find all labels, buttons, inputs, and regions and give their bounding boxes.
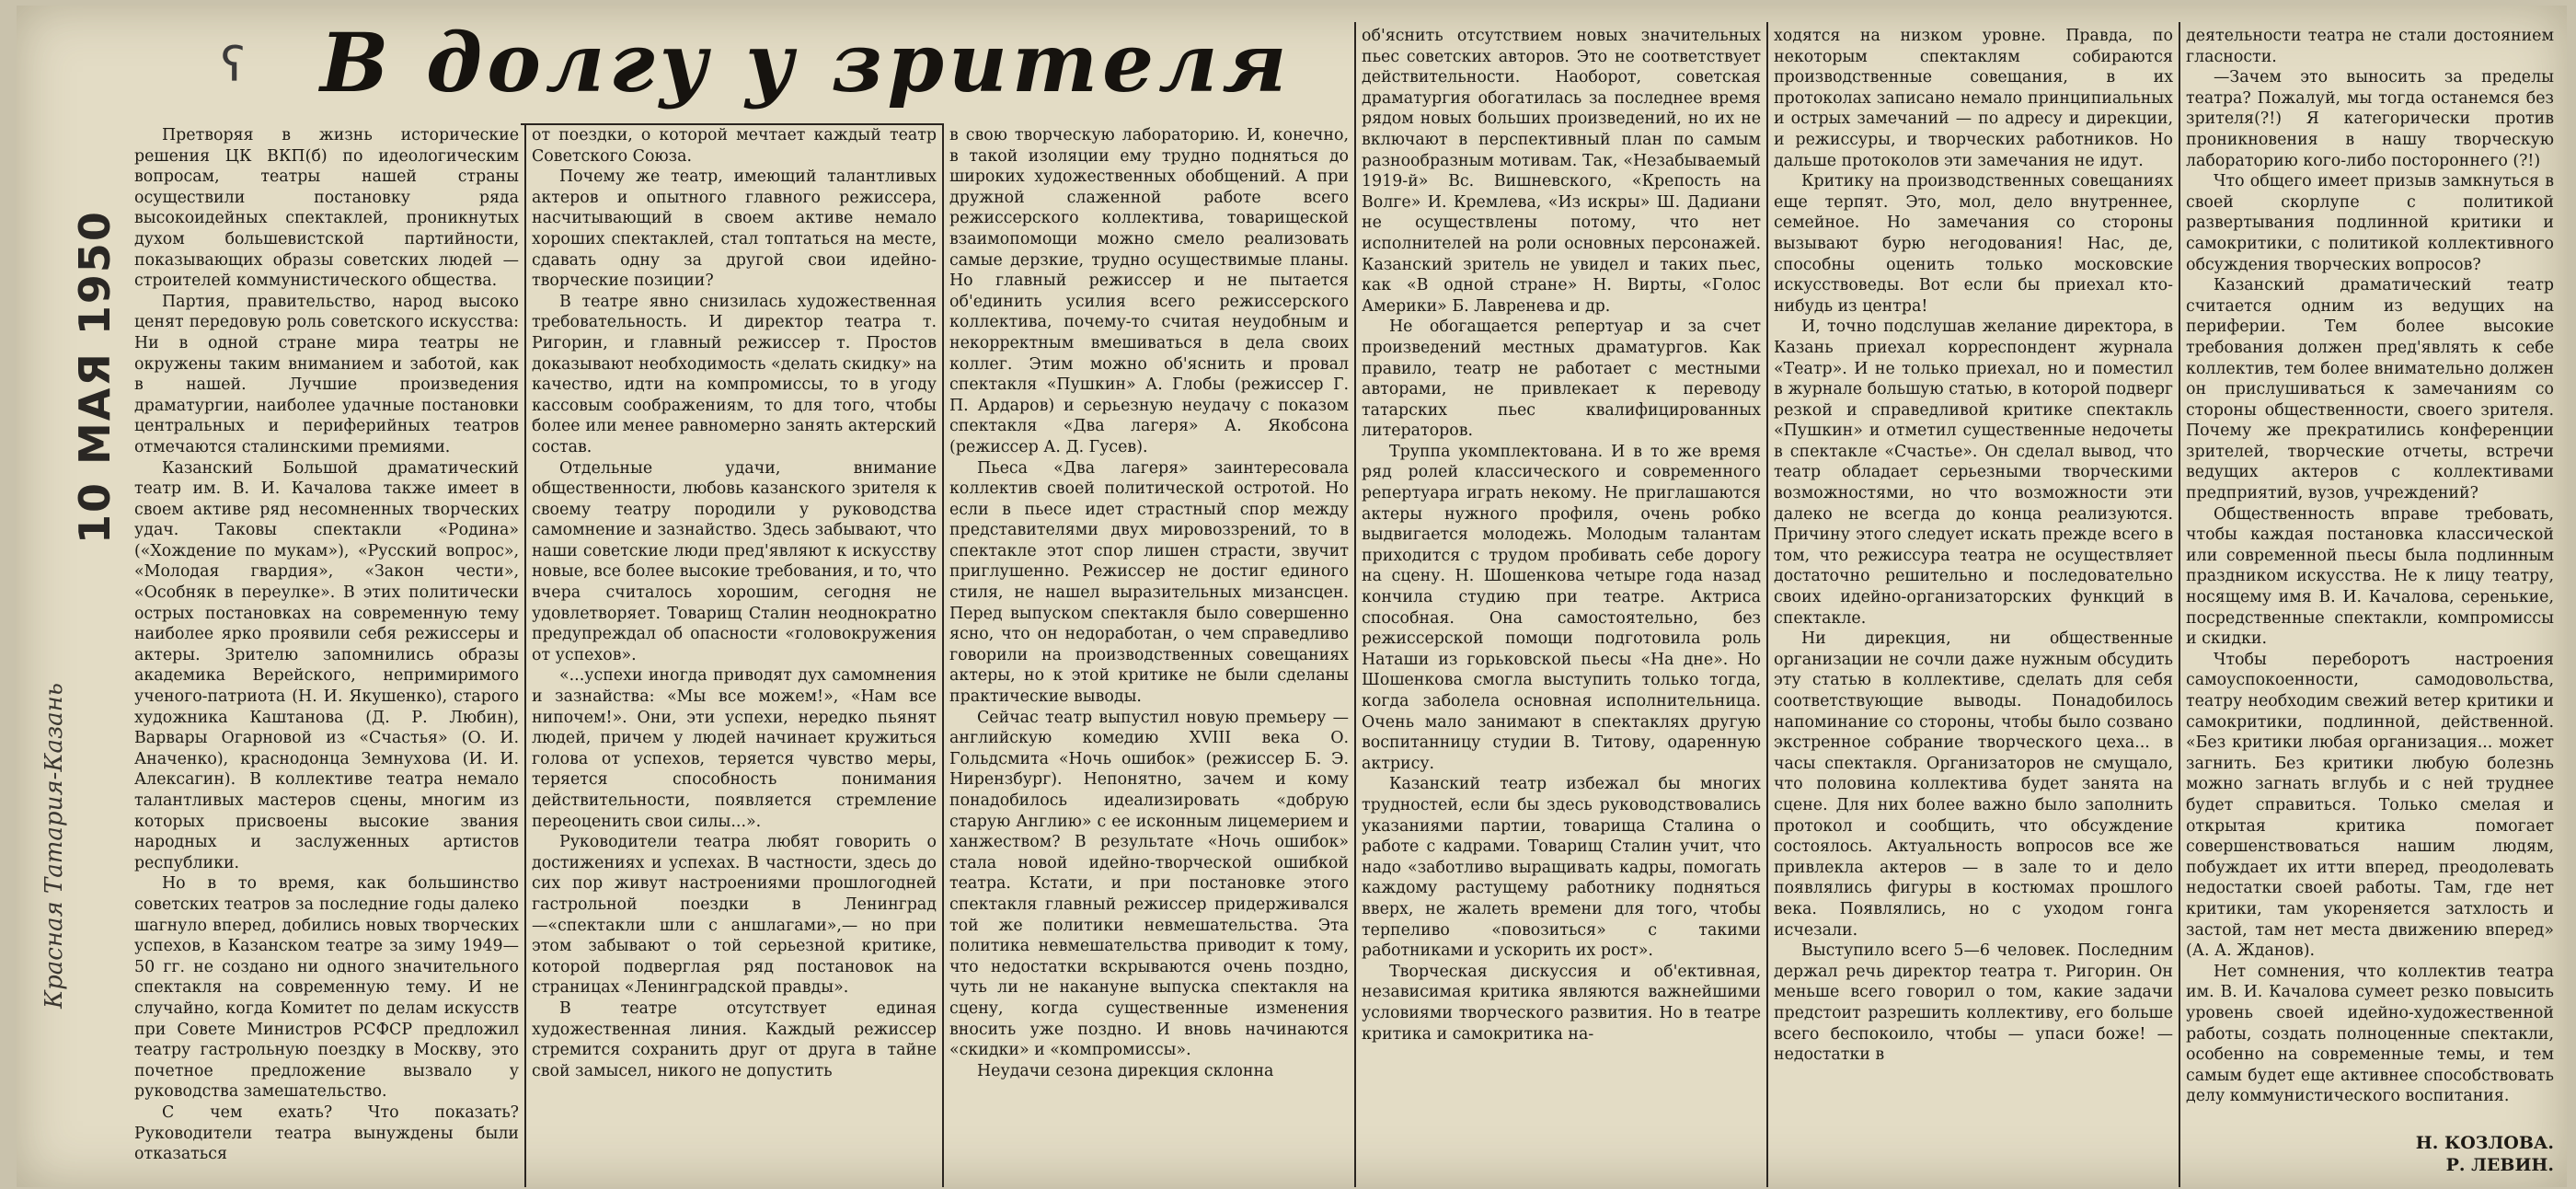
paragraph: Выступило всего 5—6 человек. Последним держал речь директор театра т. Ригорин. Он меньше всего говорил о том, какие задачи предстоит разрешить коллективу, его больше всего беспокоило, чтобы — упаси боже! — недостатки в (1774, 941, 2173, 1065)
paragraph: Общественность вправе требовать, чтобы каждая постановка классической или современной пьесы была подлинным праздником искусства. Не к лицу театру, носящему имя В. И. Качалова, серенькие, посредственные спектакли, компромиссы и скидки. (2186, 504, 2554, 649)
article-headline: В долгу у зрителя (320, 15, 1292, 110)
paragraph: С чем ехать? Что показать? Руководители театра вынуждены были отказаться (134, 1102, 519, 1164)
paragraph: Отдельные удачи, внимание общественности, любовь казанского зрителя к своему театру породили у руководства самомнение и зазнайство. Здесь забывают, что наши советские люди пред'являют к искусству новые, все более высокие требования, и то, что вчера считалось хорошим, сегодня не удовлетворяет. Товарищ Сталин неоднократно предупреждал об опасности «головокружения от успехов». (532, 458, 937, 664)
paragraph: об'яснить отсутствием новых значительных пьес советских авторов. Это не соответствует действительности. Наоборот, советская драматургия обогатилась за последнее время рядом новых больших произведений, но их не включают в перспективный план по самым разнообразным мотивам. Так, «Незабываемый 1919-й» Вс. Вишневского, «Крепость на Волге» И. Кремлева, «Из искры» Ш. Дадиани не осуществлены потому, что нет исполнителей на роли основных персонажей. Казанский зритель не увидел и таких пьес, как «В одной стране» Н. Вирты, «Голос Америки» Б. Лавренева и др. (1362, 27, 1761, 316)
paragraph: И, точно подслушав желание директора, в Казань приехал корреспондент журнала «Театр». И не только приехал, но и поместил в журнале большую статью, в которой подверг резкой и справедливой критике спектакль «Пушкин» и отметил существенные недочеты в спектакле «Счастье». Он сделал вывод, что театр обладает серьезными творческими возможностями, но что возможности эти далеко не всегда до конца реализуются. Причину этого следует искать прежде всего в том, что режиссура театра не осуществляет достаточно решительно и последовательно своих идейно-организаторских функций в спектакле. (1774, 317, 2173, 628)
paragraph: Нет сомнения, что коллектив театра им. В. И. Качалова сумеет резко повысить уровень своей идейно-художественной работы, создать полноценные спектакли, особенно на современные темы, и тем самым будет еще активнее способствовать делу коммунистического воспитания. (2186, 962, 2554, 1106)
article-column-5 (1774, 26, 2173, 1183)
paragraph: Почему же театр, имеющий талантливых актеров и опытного главного режиссера, насчитывающий в своем активе немало хороших спектаклей, стал топтаться на месте, сдавать одну за другой свои идейно-творческие позиции? (532, 167, 937, 291)
paragraph: Казанский Большой драматический театр им. В. И. Качалова также имеет в своем активе ряд несомненных творческих удач. Таковы спектакли «Родина» («Хождение по мукам»), «Русский вопрос», «Молодая гвардия», «Закон чести», «Особняк в переулке». В этих политически острых постановках на современную тему наиболее ярко проявили себя режиссеры и актеры. Зрителю запомнились образы академика Верейского, непримиримого ученого-патриота (Н. И. Якушенко), старого художника Каштанова (Д. Р. Любин), Варвары Огарновой из «Счастья» (О. И. Аначенко), краснодонца Земнухова (И. И. Алексагин). В коллективе театра немало талантливых мастеров сцены, многим из которых присвоены высокие звания народных и заслуженных артистов республики. (134, 458, 519, 872)
paragraph: Труппа укомплектована. И в то же время ряд ролей классического и современного репертуара играть некому. Не приглашаются актеры нужного профиля, очень робко выдвигается молодежь. Молодым талантам приходится с трудом пробивать себе дорогу на сцену. Н. Шошенкова четыре года назад кончила студию при театре. Актриса способная. Она самостоятельно, без режиссерской помощи подготовила роль Наташи из горьковской пьесы «На дне». Но Шошенкова смогла выступить только тогда, когда заболела основная исполнительница. Очень мало занимают в спектаклях другую воспитанницу студии В. Титову, одаренную актрису. (1362, 442, 1761, 773)
column-divider (524, 123, 526, 1187)
paragraph: Что общего имеет призыв замкнуться в своей скорлупе с политикой развертывания подлинной критики и самокритики, с политикой коллективного обсуждения творческих вопросов? (2186, 172, 2554, 274)
paragraph: —Зачем это выносить за пределы театра? Пожалуй, мы тогда останемся без зрителя(?!) Я категорически против проникновения в нашу творческую лабораторию кого-либо постороннего (?!) (2186, 68, 2554, 170)
paragraph: Творческая дискуссия и об'ективная, независимая критика являются важнейшими условиями творческого развития. Но в театре критика и самокритика на- (1362, 962, 1761, 1044)
paragraph: Не обогащается репертуар и за счет произведений местных драматургов. Как правило, театр не работает с местными авторами, не привлекает к переводу татарских пьес квалифицированных литераторов. (1362, 317, 1761, 441)
paragraph: Казанский театр избежал бы многих трудностей, если бы здесь руководствовались указаниями партии, товарища Сталина о работе с кадрами. Товарищ Сталин учит, что надо «заботливо выращивать кадры, помогать каждому растущему работнику подняться вверх, не жалеть времени для того, чтобы терпеливо «повозиться» с такими работниками и ускорить их рост». (1362, 775, 1761, 961)
paragraph: Сейчас театр выпустил новую премьеру — английскую комедию XVIII века О. Гольдсмита «Ночь ошибок» (режиссер Б. Э. Нирензбург). Непонятно, зачем и кому понадобилось идеализировать «добрую старую Англию» с ее исконным лицемерием и ханжеством? В результате «Ночь ошибок» стала новой идейно-творческой ошибкой театра. Кстати, и при постановке этого спектакля главный режиссер придерживался той же политики невмешательства. Эта политика невмешательства приводит к тому, что недостатки вскрываются очень поздно, чуть ли не накануне выпуска спектакля на сцену, когда существенные изменения вносить уже поздно. И вновь начинаются «скидки» и «компромиссы». (949, 708, 1349, 1060)
paragraph: Неудачи сезона дирекция склонна (977, 1061, 1274, 1080)
paragraph: Казанский драматический театр считается одним из ведущих на периферии. Тем более высокие требования должен пред'являть к себе коллектив, тем более внимательно должен он прислушиваться к замечаниям со стороны общественности, своего зрителя. Почему же прекратились конференции зрителей, творческие отчеты, встречи ведущих актеров с коллективами предприятий, вузов, учреждений? (2186, 276, 2554, 503)
newspaper-name-stamp: Красная Татария-Казань (40, 683, 68, 1009)
article-column-2 (532, 125, 937, 1183)
paragraph: Руководители театра любят говорить о достижениях и успехах. В частности, здесь до сих пор живут настроениями прошлогодней гастрольной поездки в Ленинград—«спектакли шли с аншлагами»,— но при этом забывают о той серьезной критике, которой подверглая ряд постановок на страницах «Ленинградской правды». (532, 833, 937, 998)
paragraph: В театре отсутствует единая художественная линия. Каждый режиссер стремится сохранить друг от друга в тайне свой замысел, никого не допустить (532, 999, 937, 1080)
paragraph: от поездки, о которой мечтает каждый театр Советского Союза. (532, 126, 937, 166)
newspaper-page (17, 6, 2567, 1187)
column-divider (1766, 22, 1768, 1187)
paragraph: Критику на производственных совещаниях еще терпят. Это, мол, дело внутреннее, семейное. Но замечания со стороны вызывают бурю негодования! Нас, де, способны оценить только московские искусствоведы. Вот если бы приехал кто-нибудь из центра! (1774, 172, 2173, 316)
article-column-4 (1362, 26, 1761, 1183)
column-divider (1354, 22, 1356, 1187)
paragraph: деятельности театра не стали достоянием гласности. (2186, 27, 2554, 66)
paragraph: Пьеса «Два лагеря» заинтересовала коллектив своей политической остротой. Но если в пьесе идет страстный спор между представителями двух мировоззрений, то в спектакле этот спор лишен страсти, звучит приглушенно. Режиссер не достиг единого стиля, не нашел выразительных мизансцен. Перед выпуском спектакля было совершенно ясно, что он недоработан, о чем справедливо говорили на производственных совещаниях актеры, но к этой критике не были сделаны практические выводы. (949, 458, 1349, 707)
paragraph: Но в то время, как большинство советских театров за последние годы далеко шагнуло вперед, добились новых творческих успехов, в Казанском театре за зиму 1949—50 гг. не создано ни одного значительного спектакля на современную тему. И не случайно, когда Комитет по делам искусств при Совете Министров РСФСР предложил театру гастрольную поездку в Москву, это почетное предложение вызвало у руководства замешательство. (134, 874, 519, 1102)
article-signature (2407, 1132, 2554, 1176)
paragraph: в свою творческую лабораторию. И, конечно, в такой изоляции ему трудно подняться до широких художественных обобщений. А при дружной слаженной работе всего режиссерского коллектива, товарищеской взаимопомощи можно смело реализовать самые дерзкие, трудно осуществимые планы. Но главный режиссер и не пытается об'единить усилия всего режиссерского коллектива, почему-то считая неудобным и некорректным вмешиваться в дела своих коллег. Этим можно об'яснить и провал спектакля «Пушкин» А. Глобы (режиссер Г. П. Ардаров) и серьезную неудачу с показом спектакля «Два лагеря» А. Якобсона (режиссер А. Д. Гусев). (949, 126, 1349, 456)
paragraph: Ни дирекция, ни общественные организации не сочли даже нужным обсудить эту статью в коллективе, сделать для себя соответствующие выводы. Понадобилось напоминание со стороны, чтобы было созвано экстренное собрание творческого цеха... в часы спектакля. Организаторов не смущало, что половина коллектива будет занята на сцене. Для них более важно было заполнить протокол и сообщить, что обсуждение состоялось. Актуальность вопросов все же привлекла актеров — в зале то и дело появлялись фигуры в костюмах прошлого века. Появлялись, но с уходом гонга исчезали. (1774, 629, 2173, 940)
paragraph: ходятся на низком уровне. Правда, по некоторым спектаклям собираются производственные совещания, в их протоколах записано немало принципиальных и острых замечаний — по адресу и дирекции, и режиссуры, и творческих работников. Но дальше протоколов эти замечания не идут. (1774, 27, 2173, 170)
article-column-1 (134, 125, 519, 1183)
paragraph: Претворяя в жизнь исторические решения ЦК ВКП(б) по идеологическим вопросам, театры нашей страны осуществили постановку ряда высокоидейных спектаклей, проникнутых духом большевистской партийности, показывающих образы советских людей — строителей коммунистического общества. (134, 126, 519, 291)
paragraph: «...успехи иногда приводят дух самомнения и зазнайства: «Мы все можем!», «Нам все нипочем!». Они, эти успехи, нередко пьянят людей, причем у людей начинает кружиться голова от успехов, теряется чувство меры, теряется способность понимания действительности, появляется стремление переоценить свои силы...». (532, 666, 937, 831)
column-divider (2179, 22, 2180, 1187)
paragraph: В театре явно снизилась художественная требовательность. И директор театра т. Ригорин, и главный режиссер т. Простов доказывают необходимость «делать скидку» на качество, идти на компромиссы, то в угоду кассовым соображениям, то для того, чтобы более или менее равномерно занять актерский состав. (532, 292, 937, 456)
column-divider (942, 123, 944, 1187)
author-name: Н. КОЗЛОВА. (2415, 1133, 2554, 1153)
author-name: Р. ЛЕВИН. (2445, 1155, 2554, 1175)
date-stamp: 10 МАЯ 1950 (70, 210, 120, 544)
article-column-6 (2186, 26, 2554, 1126)
paragraph: Партия, правительство, народ высоко ценят передовую роль советского искусства: Ни в одной стране мира театры не окружены таким вниманием и заботой, как в нашей. Лучшие произведения драматургии, наиболее удачные постановки центральных и периферийных театров отмечаются сталинскими премиями. (134, 292, 519, 456)
handwritten-mark-icon: ʕ (221, 38, 246, 93)
article-column-3 (949, 125, 1349, 1183)
paragraph: Чтобы переборотъ настроения самоуспокоенности, самодовольства, театру необходим свежий ветер критики и самокритики, подлинной, действенной. «Без критики любая организация... может загнить. Без критики любую болезнь можно загнать вглубь и с ней труднее будет справиться. Только смелая и открытая критика помогает совершенствоваться нашим людям, побуждает их итти вперед, преодолевать недостатки своей работы. Там, где нет критики, там укореняется затхлость и застой, там нет места движению вперед» (А. А. Жданов). (2186, 650, 2554, 961)
